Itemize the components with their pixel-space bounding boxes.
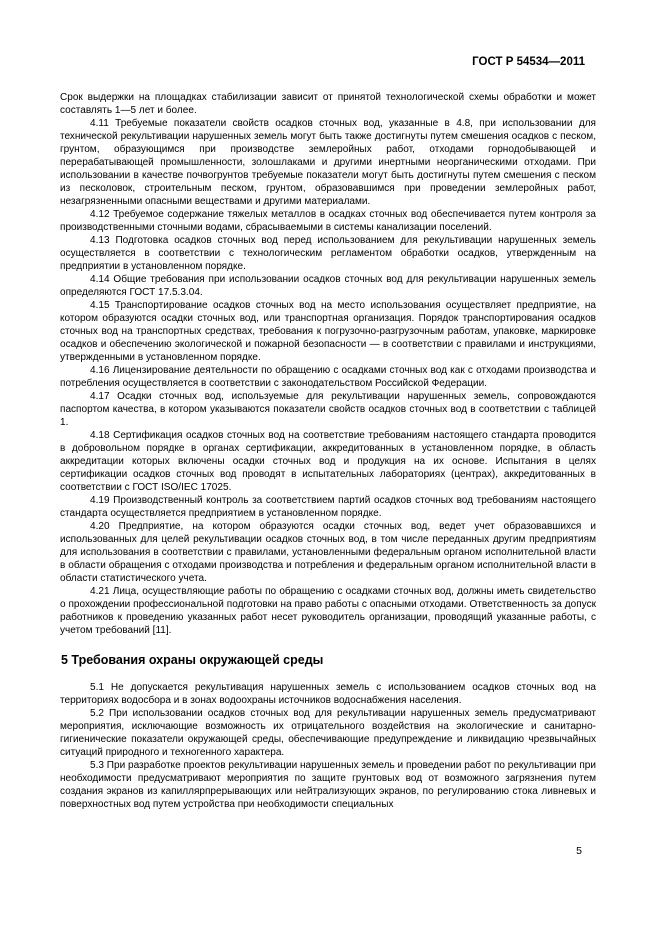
paragraph-continuation: Срок выдержки на площадках стабилизации зависит от принятой технологической схемы обработки и может составлять 1—5 лет и более.	[60, 92, 596, 116]
paragraph-4-19: 4.19 Производственный контроль за соответствием партий осадков сточных вод требованиям настоящего стандарта осуществляется предприятием в установленном порядке.	[60, 495, 596, 519]
paragraph-4-20: 4.20 Предприятие, на котором образуются осадки сточных вод, ведет учет образовавшихся и использованных для целей рекультивации осадков сточных вод, в том числе переданных другим предприятиям для использования в соответствии с правилами, установленными федеральным органом исполнительной власти в области обращения с отходами производства и потребления и федеральным органом исполнительной власти в области статистического учета.	[60, 521, 596, 584]
paragraph-4-18: 4.18 Сертификация осадков сточных вод на соответствие требованиям настоящего стандарта проводится в добровольном порядке в органах сертификации, аккредитованных в установленном порядке, в область аккредитации которых включены осадки сточных вод и продукция на их основе. Испытания в целях сертификации осадков сточных вод проводят в испытательных лабораториях (центрах), аккредитованных в соответствии с ГОСТ ISO/IEC 17025.	[60, 430, 596, 493]
paragraph-4-15: 4.15 Транспортирование осадков сточных вод на место использования осуществляет предприятие, на котором образуются осадки сточных вод, или транспортная организация. Порядок транспортирования осадков сточных вод на транспортных средствах, требования к погрузочно-разгрузочным работам, упаковке, маркировке осадков и обеспечению экологической и пожарной безопасности — в соответствии с правилами и инструкциями, утвержденными в установленном порядке.	[60, 300, 596, 363]
page-number: 5	[576, 845, 582, 857]
paragraph-5-3: 5.3 При разработке проектов рекультивации нарушенных земель и проведении работ по рекультивации при необходимости предусматривают мероприятия по защите грунтовых вод от возможного загрязнения путем создания экранов из капиллярпрерывающих или нейтрализующих экранов, по регулированию стока ливневых и поверхностных вод путем устройства при необходимости специальных	[60, 760, 596, 810]
paragraph-4-12: 4.12 Требуемое содержание тяжелых металлов в осадках сточных вод обеспечивается путем контроля за производственными сточными водами, сбрасываемыми в системы канализации поселений.	[60, 209, 596, 233]
paragraph-4-13: 4.13 Подготовка осадков сточных вод перед использованием для рекультивации нарушенных земель осуществляется в соответствии с технологическим регламентом обработки осадков, утвержденным на предприятии в установленном порядке.	[60, 235, 596, 272]
paragraph-4-21: 4.21 Лица, осуществляющие работы по обращению с осадками сточных вод, должны иметь свидетельство о прохождении профессиональной подготовки на право работы с опасными отходами. Ответственность за допуск работников к проведению указанных работ несет руководитель организации, проводящий указанные работы, с учетом требований [11].	[60, 586, 596, 636]
paragraph-4-11: 4.11 Требуемые показатели свойств осадков сточных вод, указанные в 4.8, при использовании для технической рекультивации нарушенных земель могут быть также достигнуты путем смешения осадков с песком, грунтом, образующимся при производстве землеройных работ, отходами горнодобывающей и перерабатывающей промышленности, золошлаками и другими инертными неорганическими отходами. При использовании в качестве почвогрунтов требуемые показатели могут быть достигнуты путем смешения с песком из песколовок, строительным песком, грунтом, образовавшимся при проведении землеройных работ, незагрязненными опасными веществами и другими материалами.	[60, 118, 596, 207]
paragraph-4-14: 4.14 Общие требования при использовании осадков сточных вод для рекультивации нарушенных земель определяются ГОСТ 17.5.3.04.	[60, 274, 596, 298]
document-body	[60, 91, 596, 811]
paragraph-5-1: 5.1 Не допускается рекультивация нарушенных земель с использованием осадков сточных вод на территориях водосбора и в зонах водоохраны источников водоснабжения населения.	[60, 682, 596, 706]
paragraph-5-2: 5.2 При использовании осадков сточных вод для рекультивации нарушенных земель предусматривают мероприятия, исключающие возможность их отрицательного воздействия на экологические и санитарно-гигиенические показатели окружающей среды, обеспечивающие предупреждение и ликвидацию чрезвычайных ситуаций природного и техногенного характера.	[60, 708, 596, 758]
paragraph-4-16: 4.16 Лицензирование деятельности по обращению с осадками сточных вод как с отходами производства и потребления осуществляется в соответствии с законодательством Российской Федерации.	[60, 365, 596, 389]
section-heading: 5 Требования охраны окружающей среды	[61, 653, 324, 667]
standard-id-header: ГОСТ Р 54534—2011	[472, 56, 585, 68]
paragraph-4-17: 4.17 Осадки сточных вод, используемые для рекультивации нарушенных земель, сопровождаются паспортом качества, в котором указываются показатели свойств осадков сточных вод в соответствии с таблицей 1.	[60, 391, 596, 428]
